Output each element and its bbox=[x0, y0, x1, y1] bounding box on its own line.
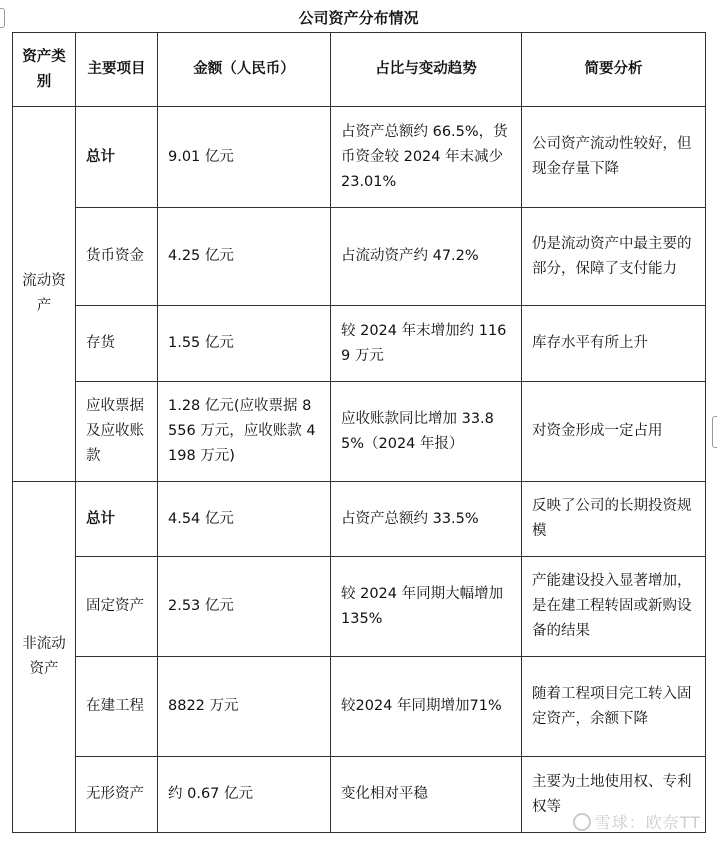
trend-cell: 占流动资产约 47.2% bbox=[331, 208, 522, 306]
analysis-cell: 主要为土地使用权、专利权等 bbox=[522, 757, 706, 833]
analysis-cell: 公司资产流动性较好，但现金存量下降 bbox=[522, 107, 706, 208]
watermark-text: 雪球：欧奈TT bbox=[594, 813, 701, 832]
watermark bbox=[573, 810, 701, 833]
header-trend: 占比与变动趋势 bbox=[331, 33, 522, 107]
trend-cell: 应收账款同比增加 33.85%（2024 年报） bbox=[331, 382, 522, 482]
snowball-logo-icon bbox=[573, 813, 591, 831]
item-cell: 总计 bbox=[76, 482, 158, 557]
table-row bbox=[13, 482, 706, 557]
trend-cell: 较 2024 年同期大幅增加 135% bbox=[331, 557, 522, 657]
trend-cell: 较 2024 年末增加约 1169 万元 bbox=[331, 306, 522, 382]
table-row bbox=[13, 657, 706, 757]
item-cell: 在建工程 bbox=[76, 657, 158, 757]
analysis-cell: 反映了公司的长期投资规模 bbox=[522, 482, 706, 557]
header-item: 主要项目 bbox=[76, 33, 158, 107]
page-title: 公司资产分布情况 bbox=[298, 9, 419, 27]
amount-cell: 1.55 亿元 bbox=[158, 306, 331, 382]
item-cell: 应收票据及应收账款 bbox=[76, 382, 158, 482]
category-noncurrent-assets: 非流动资产 bbox=[13, 482, 76, 833]
analysis-cell: 对资金形成一定占用 bbox=[522, 382, 706, 482]
asset-distribution-table bbox=[12, 32, 706, 833]
table-row bbox=[13, 382, 706, 482]
table-row bbox=[13, 306, 706, 382]
item-cell: 无形资产 bbox=[76, 757, 158, 833]
analysis-cell: 随着工程项目完工转入固定资产，余额下降 bbox=[522, 657, 706, 757]
item-cell: 货币资金 bbox=[76, 208, 158, 306]
amount-cell: 8822 万元 bbox=[158, 657, 331, 757]
header-category: 资产类别 bbox=[13, 33, 76, 107]
category-current-assets: 流动资产 bbox=[13, 107, 76, 482]
amount-cell: 4.54 亿元 bbox=[158, 482, 331, 557]
table-row bbox=[13, 107, 706, 208]
amount-cell: 9.01 亿元 bbox=[158, 107, 331, 208]
amount-cell: 2.53 亿元 bbox=[158, 557, 331, 657]
analysis-cell: 仍是流动资产中最主要的部分，保障了支付能力 bbox=[522, 208, 706, 306]
item-cell: 总计 bbox=[76, 107, 158, 208]
header-row bbox=[13, 33, 706, 107]
amount-cell: 1.28 亿元(应收票据 8556 万元，应收账款 4198 万元) bbox=[158, 382, 331, 482]
header-amount: 金额（人民币） bbox=[158, 33, 331, 107]
item-cell: 固定资产 bbox=[76, 557, 158, 657]
amount-cell: 4.25 亿元 bbox=[158, 208, 331, 306]
header-analysis: 简要分析 bbox=[522, 33, 706, 107]
analysis-cell: 库存水平有所上升 bbox=[522, 306, 706, 382]
analysis-cell: 产能建设投入显著增加，是在建工程转固或新购设备的结果 bbox=[522, 557, 706, 657]
trend-cell: 占资产总额约 66.5%，货币资金较 2024 年末减少 23.01% bbox=[331, 107, 522, 208]
table-row bbox=[13, 208, 706, 306]
amount-cell: 约 0.67 亿元 bbox=[158, 757, 331, 833]
item-cell: 存货 bbox=[76, 306, 158, 382]
trend-cell: 变化相对平稳 bbox=[331, 757, 522, 833]
right-edge-handle bbox=[712, 416, 717, 448]
trend-cell: 占资产总额约 33.5% bbox=[331, 482, 522, 557]
table-row bbox=[13, 557, 706, 657]
trend-cell: 较2024 年同期增加71% bbox=[331, 657, 522, 757]
